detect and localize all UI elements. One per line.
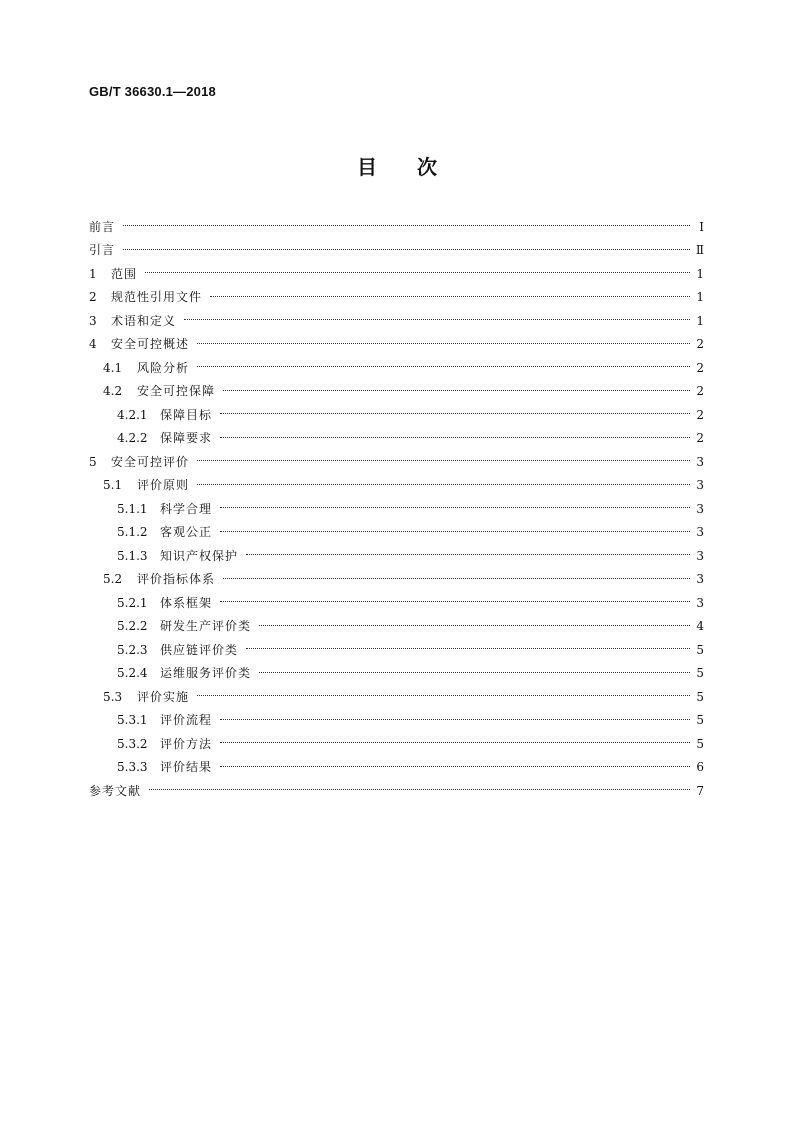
toc-entry-page: 6 (696, 760, 704, 775)
toc-entry[interactable] (89, 568, 704, 592)
toc-entry-page: 3 (696, 525, 704, 540)
toc-entry-label: 客观公正 (160, 525, 213, 540)
toc-entry-label: 安全可控保障 (137, 384, 216, 399)
toc-entry-page: 1 (696, 290, 704, 305)
dot-leader (220, 507, 690, 508)
toc-entry[interactable] (89, 427, 704, 451)
toc-entry-number: 4.2 (103, 384, 123, 399)
toc-entry-label: 运维服务评价类 (160, 666, 252, 681)
toc-entry-label: 术语和定义 (111, 313, 177, 328)
toc-entry[interactable] (89, 615, 704, 639)
toc-title-char: 次 (417, 155, 437, 179)
toc-entry-page: 2 (696, 431, 704, 446)
toc-entry[interactable] (89, 215, 704, 239)
toc-entry-number: 4.1 (103, 360, 123, 375)
toc-entry[interactable] (89, 732, 704, 756)
toc-entry-number: 5.3.1 (117, 713, 148, 728)
toc-entry-page: 2 (696, 337, 704, 352)
dot-leader (149, 789, 690, 790)
toc-entry-page: 3 (696, 501, 704, 516)
toc-entry-label: 规范性引用文件 (111, 290, 203, 305)
dot-leader (246, 554, 690, 555)
toc-entry-label: 引言 (89, 243, 116, 258)
toc-entry-label: 评价结果 (160, 760, 213, 775)
dot-leader (259, 672, 690, 673)
dot-leader (223, 390, 690, 391)
toc-entry-number: 4.2.1 (117, 407, 148, 422)
toc-entry-number: 5.1.3 (117, 548, 148, 563)
toc-entry-label: 评价方法 (160, 736, 213, 751)
toc-entry-number: 5.1.1 (117, 501, 148, 516)
toc-entry-label: 参考文献 (89, 783, 142, 798)
toc-entry-number: 4 (89, 337, 97, 352)
toc-entry-page: 2 (696, 360, 704, 375)
toc-title-char: 目 (357, 155, 377, 179)
toc-entry[interactable] (89, 662, 704, 686)
toc-entry[interactable] (89, 380, 704, 404)
toc-entry-number: 5.1.2 (117, 525, 148, 540)
toc-entry[interactable] (89, 544, 704, 568)
toc-entry-number: 5 (89, 454, 97, 469)
toc-entry-number: 3 (89, 313, 97, 328)
toc-entry[interactable] (89, 521, 704, 545)
dot-leader (123, 225, 690, 226)
toc-entry-label: 评价实施 (137, 689, 190, 704)
toc-entry[interactable] (89, 474, 704, 498)
dot-leader (123, 249, 690, 250)
toc-entry-page: 5 (696, 689, 704, 704)
toc-entry-label: 评价指标体系 (137, 572, 216, 587)
toc-entry[interactable] (89, 638, 704, 662)
dot-leader (246, 648, 690, 649)
dot-leader (210, 296, 690, 297)
dot-leader (220, 437, 690, 438)
toc-entry[interactable] (89, 356, 704, 380)
toc-entry[interactable] (89, 262, 704, 286)
toc-entry-page: 2 (696, 384, 704, 399)
toc-entry-label: 科学合理 (160, 501, 213, 516)
toc-entry-page: Ⅰ (699, 219, 704, 234)
dot-leader (197, 343, 690, 344)
toc-entry-number: 5.3.2 (117, 736, 148, 751)
dot-leader (220, 766, 690, 767)
toc-entry-number: 5.2 (103, 572, 123, 587)
toc-entry-number: 5.2.3 (117, 642, 148, 657)
dot-leader (184, 319, 690, 320)
toc-entry-label: 供应链评价类 (160, 642, 239, 657)
toc-entry-number: 5.2.2 (117, 619, 148, 634)
toc-entry-label: 安全可控概述 (111, 337, 190, 352)
toc-entry[interactable] (89, 333, 704, 357)
dot-leader (259, 625, 690, 626)
toc-entry[interactable] (89, 756, 704, 780)
toc-entry-number: 5.1 (103, 478, 123, 493)
toc-entry-page: 7 (696, 783, 704, 798)
toc-entry-page: 3 (696, 454, 704, 469)
toc-entry[interactable] (89, 709, 704, 733)
toc-entry-number: 1 (89, 266, 97, 281)
toc-entry-page: 4 (696, 619, 704, 634)
toc-entry-page: 3 (696, 478, 704, 493)
toc-entry-page: 5 (696, 642, 704, 657)
toc-entry-number: 4.2.2 (117, 431, 148, 446)
toc-entry-page: 3 (696, 572, 704, 587)
toc-entry-label: 保障要求 (160, 431, 213, 446)
toc-entry-page: 3 (696, 595, 704, 610)
dot-leader (197, 695, 690, 696)
toc-entry-label: 体系框架 (160, 595, 213, 610)
dot-leader (220, 742, 690, 743)
toc-entry[interactable] (89, 286, 704, 310)
toc-entry[interactable] (89, 779, 704, 803)
dot-leader (220, 531, 690, 532)
toc-entry[interactable] (89, 685, 704, 709)
toc-entry-page: 5 (696, 666, 704, 681)
toc-entry-page: 3 (696, 548, 704, 563)
toc-entry-page: 5 (696, 736, 704, 751)
toc-entry-number: 5.3 (103, 689, 123, 704)
toc-entry-label: 范围 (111, 266, 138, 281)
toc-title (0, 151, 794, 180)
toc-entry-label: 研发生产评价类 (160, 619, 252, 634)
toc-entry-label: 风险分析 (137, 360, 190, 375)
toc-entry-label: 评价流程 (160, 713, 213, 728)
dot-leader (145, 272, 690, 273)
toc-entry-page: 2 (696, 407, 704, 422)
toc-entry[interactable] (89, 239, 704, 263)
dot-leader (220, 413, 690, 414)
toc-entry[interactable] (89, 403, 704, 427)
toc-entry-number: 5.2.4 (117, 666, 148, 681)
toc-entry-label: 保障目标 (160, 407, 213, 422)
toc-entry-page: 5 (696, 713, 704, 728)
toc-entry-number: 5.2.1 (117, 595, 148, 610)
toc-entry[interactable] (89, 450, 704, 474)
toc-entry-label: 评价原则 (137, 478, 190, 493)
table-of-contents (89, 215, 704, 803)
dot-leader (223, 578, 690, 579)
standard-code: GB/T 36630.1—2018 (89, 84, 216, 99)
toc-entry-label: 前言 (89, 219, 116, 234)
toc-entry-page: Ⅱ (695, 243, 704, 258)
toc-entry[interactable] (89, 591, 704, 615)
toc-entry-page: 1 (696, 266, 704, 281)
dot-leader (197, 460, 690, 461)
toc-entry-number: 2 (89, 290, 97, 305)
toc-entry-number: 5.3.3 (117, 760, 148, 775)
toc-entry-label: 安全可控评价 (111, 454, 190, 469)
toc-entry[interactable] (89, 497, 704, 521)
toc-entry[interactable] (89, 309, 704, 333)
dot-leader (197, 366, 690, 367)
toc-entry-label: 知识产权保护 (160, 548, 239, 563)
dot-leader (197, 484, 690, 485)
dot-leader (220, 719, 690, 720)
toc-entry-page: 1 (696, 313, 704, 328)
dot-leader (220, 601, 690, 602)
